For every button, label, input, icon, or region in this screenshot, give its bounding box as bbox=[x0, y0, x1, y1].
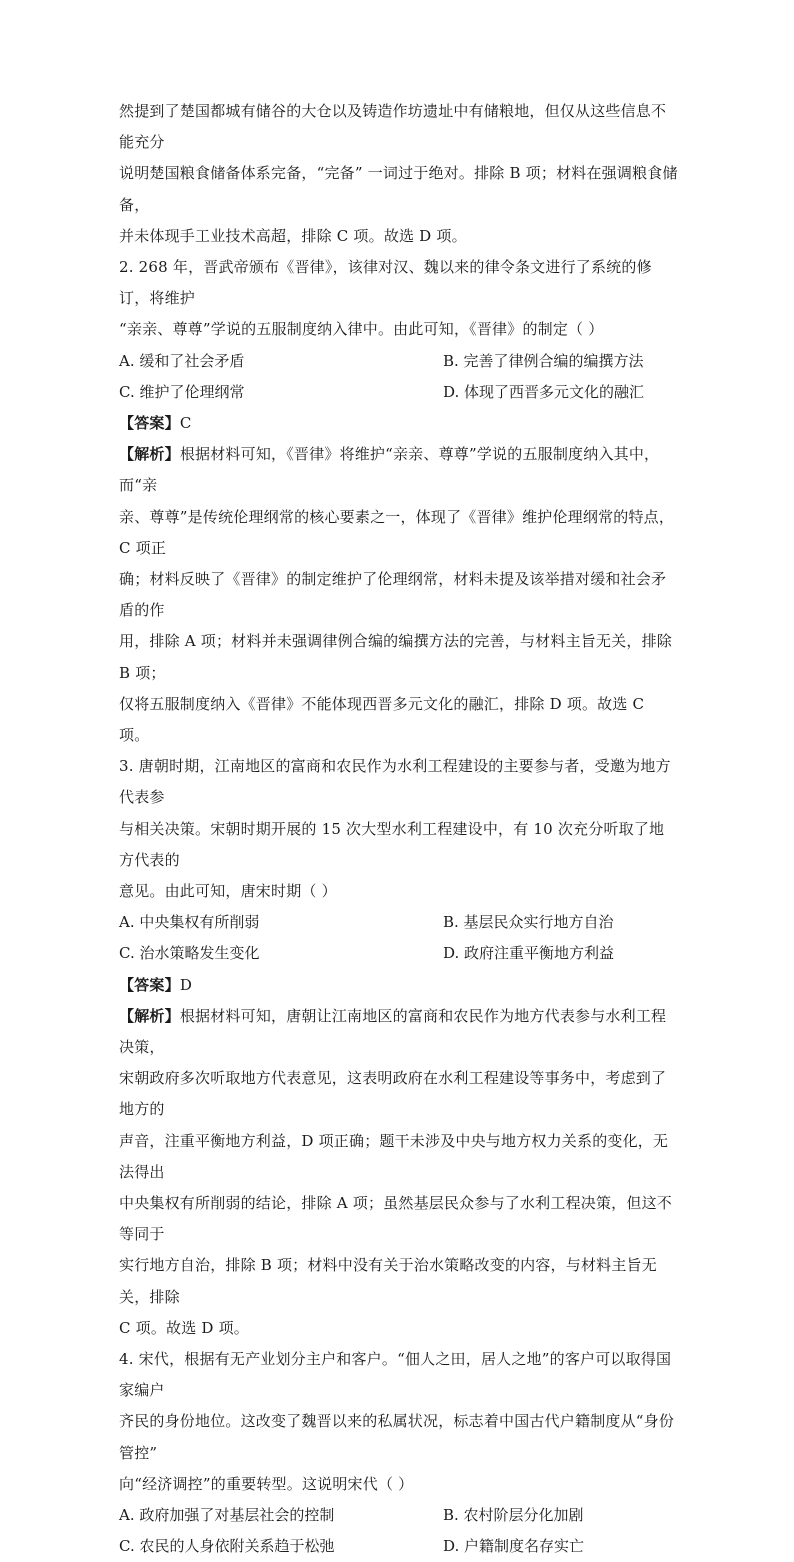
question-2-stem: 2. 268 年，晋武帝颁布《晋律》，该律对汉、魏以来的律令条文进行了系统的修订，将维护 bbox=[119, 258, 652, 308]
question-4-options-row-1 bbox=[119, 1500, 679, 1531]
intro-line: 说明楚国粮食储备体系完备，“完备” 一词过于绝对。排除 B 项；材料在强调粮食储备， bbox=[119, 164, 678, 214]
answer-label: 【答案】 bbox=[119, 414, 180, 432]
question-4-stem: 向“经济调控”的重要转型。这说明宋代（ ） bbox=[119, 1474, 414, 1493]
analysis-line: 中央集权有所削弱的结论，排除 A 项；虽然基层民众参与了水利工程决策，但这不等同于 bbox=[119, 1194, 672, 1244]
option-c: C. 治水策略发生变化 bbox=[119, 944, 260, 963]
intro-line: 并未体现手工业技术高超，排除 C 项。故选 D 项。 bbox=[119, 226, 467, 245]
option-c: C. 维护了伦理纲常 bbox=[119, 382, 245, 401]
question-3-analysis bbox=[119, 1001, 679, 1063]
analysis-line: 亲、尊尊”是传统伦理纲常的核心要素之一，体现了《晋律》维护伦理纲常的特点，C 项正 bbox=[119, 507, 675, 557]
analysis-line: 宋朝政府多次听取地方代表意见，这表明政府在水利工程建设等事务中，考虑到了地方的 bbox=[119, 1069, 667, 1119]
analysis-line: 实行地方自治，排除 B 项；材料中没有关于治水策略改变的内容，与材料主旨无关，排除 bbox=[119, 1256, 657, 1306]
option-a: A. 缓和了社会矛盾 bbox=[119, 351, 245, 370]
question-2-stem: “亲亲、尊尊”学说的五服制度纳入律中。由此可知，《晋律》的制定（ ） bbox=[119, 320, 604, 339]
option-b: B. 完善了律例合编的编撰方法 bbox=[443, 351, 644, 370]
question-2-options-row-2 bbox=[119, 377, 679, 408]
question-3-options-row-2 bbox=[119, 938, 679, 969]
intro-line: 然提到了楚国都城有储谷的大仓以及铸造作坊遗址中有储粮地，但仅从这些信息不能充分 bbox=[119, 102, 667, 152]
option-c: C. 农民的人身依附关系趋于松弛 bbox=[119, 1537, 335, 1556]
question-3-stem: 与相关决策。宋朝时期开展的 15 次大型水利工程建设中，有 10 次充分听取了地方代表的 bbox=[119, 819, 665, 869]
option-b: B. 农村阶层分化加剧 bbox=[443, 1506, 584, 1525]
question-4-options-row-2 bbox=[119, 1531, 679, 1562]
answer-value: C bbox=[179, 414, 192, 432]
analysis-text: 根据材料可知，唐朝让江南地区的富商和农民作为地方代表参与水利工程决策， bbox=[119, 1006, 667, 1057]
option-d: D. 体现了西晋多元文化的融汇 bbox=[443, 382, 645, 401]
answer-value: D bbox=[179, 975, 193, 994]
analysis-label: 【解析】 bbox=[119, 1006, 180, 1025]
analysis-line: 确；材料反映了《晋律》的制定维护了伦理纲常，材料未提及该举措对缓和社会矛盾的作 bbox=[119, 570, 667, 620]
question-2-options-row-1 bbox=[119, 346, 679, 377]
question-2-analysis bbox=[119, 439, 679, 501]
document-page bbox=[119, 96, 679, 1562]
question-4-stem: 4. 宋代，根据有无产业划分主户和客户。“佃人之田，居人之地”的客户可以取得国家编户 bbox=[119, 1350, 672, 1400]
option-b: B. 基层民众实行地方自治 bbox=[443, 913, 614, 932]
question-3-stem: 3. 唐朝时期，江南地区的富商和农民作为水利工程建设的主要参与者，受邀为地方代表参 bbox=[119, 757, 671, 807]
analysis-line: C 项。故选 D 项。 bbox=[119, 1318, 250, 1337]
option-d: D. 户籍制度名存实亡 bbox=[443, 1537, 585, 1556]
question-2-answer bbox=[119, 408, 679, 439]
question-3-answer bbox=[119, 970, 679, 1001]
option-d: D. 政府注重平衡地方利益 bbox=[443, 944, 615, 963]
analysis-line: 声音，注重平衡地方利益，D 项正确；题干未涉及中央与地方权力关系的变化，无法得出 bbox=[119, 1131, 669, 1181]
analysis-line: 用，排除 A 项；材料并未强调律例合编的编撰方法的完善，与材料主旨无关，排除 B 项； bbox=[119, 632, 672, 682]
analysis-text: 根据材料可知，《晋律》将维护“亲亲、尊尊”学说的五服制度纳入其中，而“亲 bbox=[119, 445, 660, 495]
analysis-line: 仅将五服制度纳入《晋律》不能体现西晋多元文化的融汇，排除 D 项。故选 C 项。 bbox=[119, 694, 645, 745]
analysis-label: 【解析】 bbox=[119, 445, 180, 464]
question-3-stem: 意见。由此可知，唐宋时期（ ） bbox=[119, 882, 337, 901]
question-4-stem: 齐民的身份地位。这改变了魏晋以来的私属状况，标志着中国古代户籍制度从“身份管控” bbox=[119, 1412, 675, 1462]
option-a: A. 中央集权有所削弱 bbox=[119, 913, 260, 932]
answer-label: 【答案】 bbox=[119, 975, 180, 994]
question-3-options-row-1 bbox=[119, 907, 679, 938]
option-a: A. 政府加强了对基层社会的控制 bbox=[119, 1506, 335, 1525]
